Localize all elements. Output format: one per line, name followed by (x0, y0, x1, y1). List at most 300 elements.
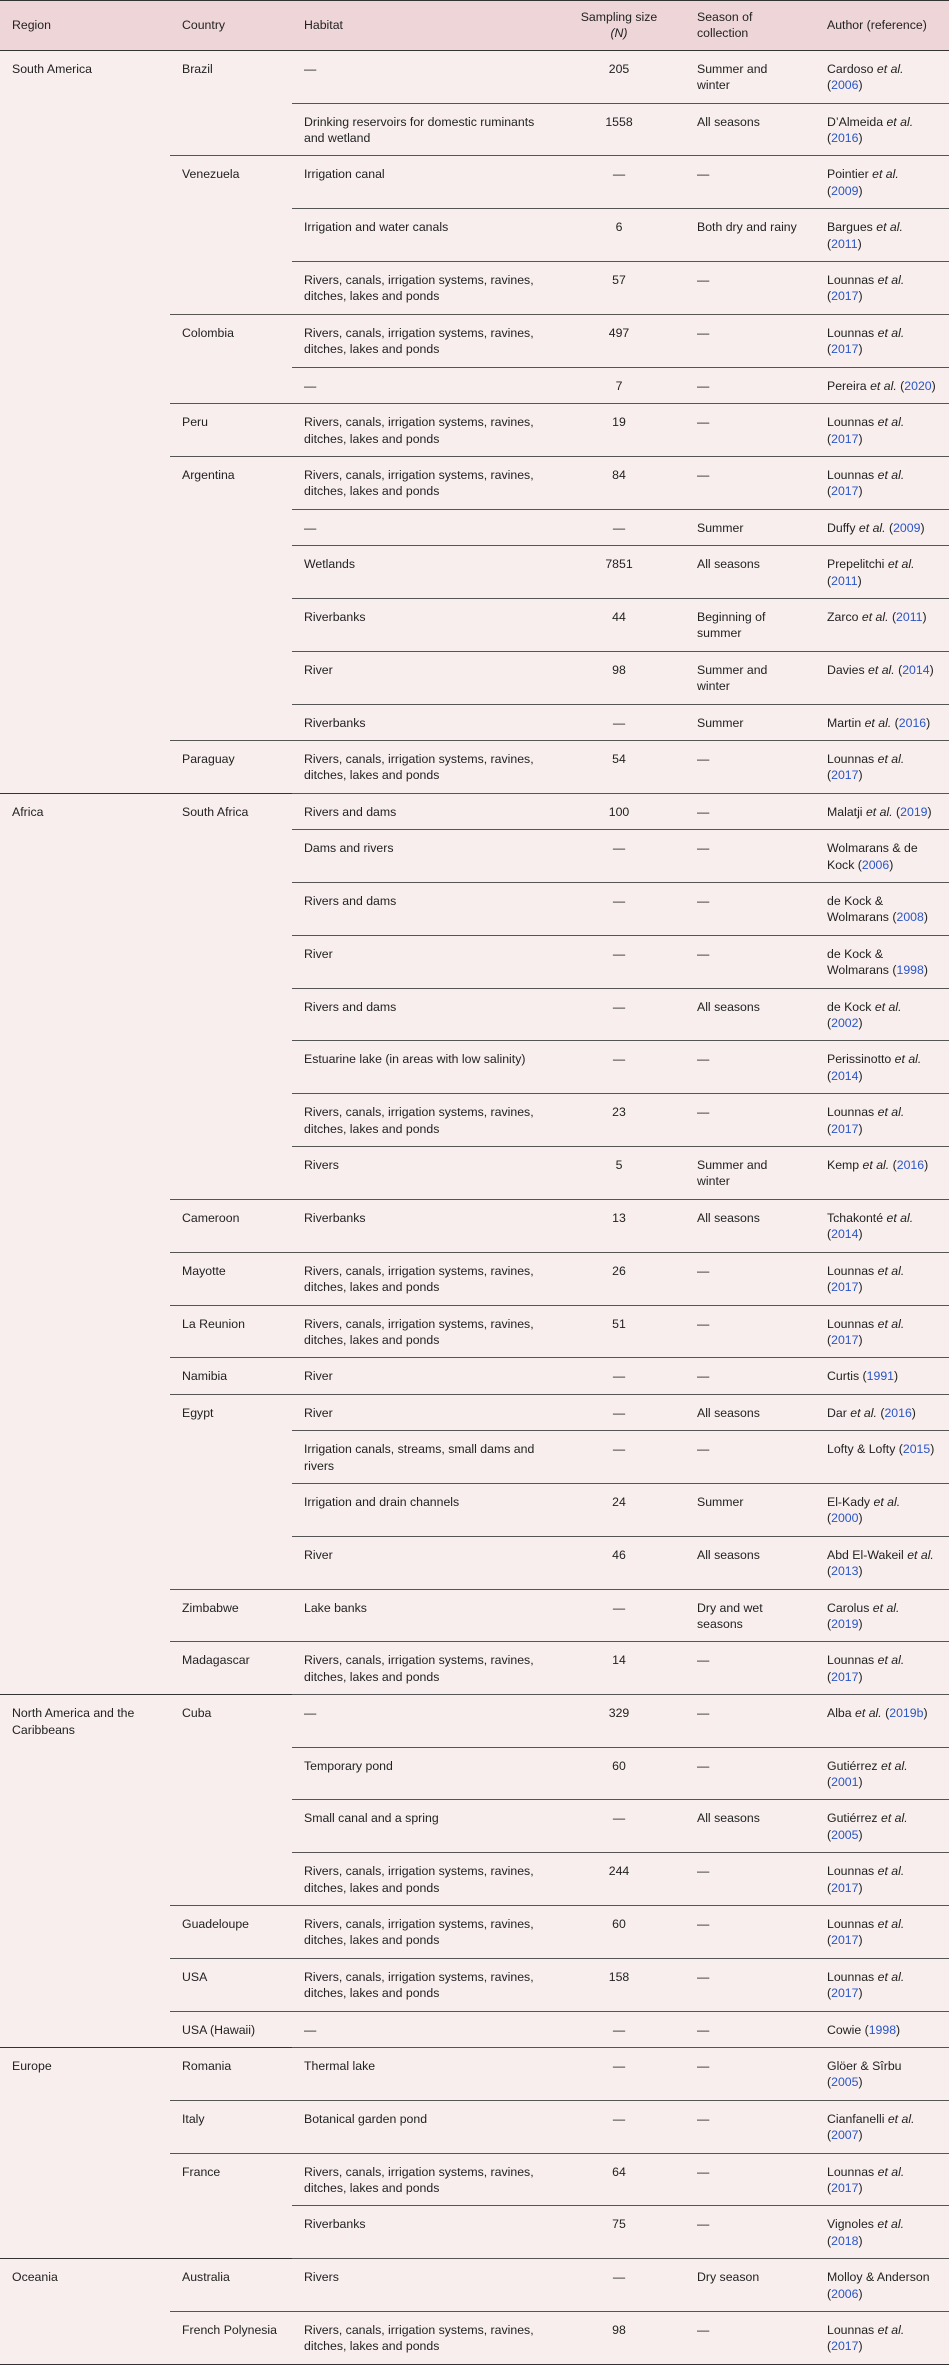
reference-year-link[interactable]: 2011 (831, 573, 858, 588)
region-cell (0, 1358, 170, 1394)
table-row (0, 1041, 949, 1094)
table-row (0, 1695, 949, 1747)
country-cell (170, 598, 292, 651)
habitat-cell: Lake banks (292, 1589, 553, 1642)
habitat-cell: Rivers, canals, irrigation systems, ravines, ditches, lakes and ponds (292, 740, 553, 793)
region-cell: Europe (0, 2047, 170, 2100)
reference-year-link[interactable]: 1991 (866, 1369, 894, 1384)
table-row (0, 2153, 949, 2206)
country-cell (170, 704, 292, 740)
country-cell: Madagascar (170, 1642, 292, 1695)
habitat-cell: Small canal and a spring (292, 1800, 553, 1853)
country-cell: South Africa (170, 793, 292, 829)
author-reference-cell: D’Almeida et al. (2016) (815, 103, 949, 156)
region-cell: Oceania (0, 2259, 170, 2312)
author-reference-cell: Cianfanelli et al. (2007) (815, 2100, 949, 2153)
table-row (0, 2047, 949, 2100)
author-name: Lofty & Lofty (827, 1442, 896, 1457)
author-reference-cell: de Kock & Wolmarans (1998) (815, 935, 949, 988)
header-sampling-line1: Sampling size (580, 10, 658, 24)
header-season-line2: collection (697, 26, 749, 41)
table-row (0, 830, 949, 883)
et-al: et al. (868, 662, 895, 677)
reference-year-link[interactable]: 2011 (831, 236, 858, 251)
table-row (0, 2100, 949, 2153)
table-row (0, 1483, 949, 1536)
habitat-cell: Rivers, canals, irrigation systems, ravines, ditches, lakes and ponds (292, 1252, 553, 1305)
reference-year-link[interactable]: 2018 (831, 2233, 859, 2248)
reference-year-link[interactable]: 2001 (831, 1774, 859, 1789)
et-al: et al. (877, 1316, 905, 1331)
sampling-size-cell: 26 (553, 1252, 685, 1305)
sampling-size-cell: 60 (553, 1747, 685, 1800)
author-name: Abd El-Wakeil (827, 1547, 904, 1562)
habitat-cell: Rivers (292, 1147, 553, 1200)
reference-year-link[interactable]: 2019b (889, 1706, 924, 1721)
country-cell (170, 1041, 292, 1094)
season-cell: — (685, 314, 815, 367)
author-reference-cell: Lounnas et al. (2017) (815, 1958, 949, 2011)
country-cell: French Polynesia (170, 2312, 292, 2365)
table-row (0, 1431, 949, 1484)
reference-year-link[interactable]: 2017 (831, 1280, 859, 1295)
table-body (0, 50, 949, 2364)
table-row (0, 2259, 949, 2312)
author-name: Gutiérrez (827, 1758, 878, 1773)
reference-year-link[interactable]: 2008 (896, 910, 924, 925)
habitat-cell: Rivers, canals, irrigation systems, ravines, ditches, lakes and ponds (292, 2153, 553, 2206)
sampling-size-cell: — (553, 1394, 685, 1430)
region-cell (0, 1483, 170, 1536)
author-name: Davies (827, 662, 865, 677)
country-cell (170, 935, 292, 988)
et-al: et al. (877, 1263, 905, 1278)
et-al: et al. (894, 1052, 922, 1067)
author-name: Lounnas (827, 415, 875, 430)
region-cell (0, 1905, 170, 1958)
et-al: et al. (855, 1706, 882, 1721)
reference-year-link[interactable]: 2017 (831, 2339, 859, 2354)
author-reference-cell: Molloy & Anderson (2006) (815, 2259, 949, 2312)
table-row (0, 546, 949, 599)
country-cell (170, 209, 292, 262)
reference-year-link[interactable]: 2014 (902, 662, 930, 677)
reference-year-link[interactable]: 2017 (831, 289, 859, 304)
sampling-size-cell: 75 (553, 2206, 685, 2259)
author-name: Lounnas (827, 1916, 875, 1931)
sampling-size-cell: 51 (553, 1305, 685, 1358)
author-reference-cell: de Kock et al. (2002) (815, 988, 949, 1041)
habitat-cell: Thermal lake (292, 2047, 553, 2100)
habitat-cell: — (292, 2011, 553, 2047)
region-cell (0, 156, 170, 209)
author-reference-cell: Lounnas et al. (2017) (815, 314, 949, 367)
habitat-cell: Irrigation and water canals (292, 209, 553, 262)
season-cell: — (685, 1905, 815, 1958)
region-cell (0, 598, 170, 651)
author-name: El-Kady (827, 1494, 871, 1509)
header-sampling-size (553, 1, 685, 51)
author-name: Malatji (827, 804, 863, 819)
season-cell: — (685, 2047, 815, 2100)
habitat-cell: Rivers, canals, irrigation systems, ravines, ditches, lakes and ponds (292, 262, 553, 315)
et-al: et al. (877, 2217, 905, 2232)
country-cell (170, 546, 292, 599)
sampling-size-cell: — (553, 2047, 685, 2100)
reference-year-link[interactable]: 2005 (831, 1827, 859, 1842)
country-cell (170, 2206, 292, 2259)
author-reference-cell: Gutiérrez et al. (2005) (815, 1800, 949, 1853)
table-row (0, 50, 949, 103)
reference-year-link[interactable]: 2017 (831, 484, 859, 499)
author-reference-cell: Abd El-Wakeil et al. (2013) (815, 1536, 949, 1589)
reference-year-link[interactable]: 2016 (831, 131, 859, 146)
reference-year-link[interactable]: 2006 (831, 2286, 859, 2301)
season-cell: Summer and winter (685, 651, 815, 704)
et-al: et al. (877, 1653, 905, 1668)
habitat-cell: Rivers, canals, irrigation systems, ravines, ditches, lakes and ponds (292, 1305, 553, 1358)
sampling-size-cell: — (553, 1041, 685, 1094)
reference-year-link[interactable]: 2016 (898, 715, 927, 730)
table-row (0, 1358, 949, 1394)
reference-year-link[interactable]: 2015 (902, 1442, 931, 1457)
sampling-size-cell: — (553, 2100, 685, 2153)
author-reference-cell: Lounnas et al. (2017) (815, 740, 949, 793)
reference-year-link[interactable]: 2013 (831, 1564, 859, 1579)
table-row (0, 156, 949, 209)
sampling-size-cell: — (553, 1358, 685, 1394)
reference-year-link[interactable]: 2016 (884, 1405, 912, 1420)
sampling-size-cell: 7 (553, 367, 685, 403)
author-name: Cowie (827, 2022, 862, 2037)
author-name: Molloy & Anderson (827, 2270, 930, 2285)
sampling-size-cell: — (553, 2011, 685, 2047)
habitat-cell: Irrigation canal (292, 156, 553, 209)
reference-year-link[interactable]: 2014 (831, 1068, 859, 1083)
season-cell: All seasons (685, 1199, 815, 1252)
reference-year-link[interactable]: 1998 (868, 2022, 897, 2037)
country-cell: France (170, 2153, 292, 2206)
habitat-cell: Rivers, canals, irrigation systems, ravines, ditches, lakes and ponds (292, 2312, 553, 2365)
table-row (0, 1147, 949, 1200)
region-cell: North America and the Caribbeans (0, 1695, 170, 1747)
country-cell: USA (Hawaii) (170, 2011, 292, 2047)
season-cell: Summer (685, 1483, 815, 1536)
region-cell (0, 1147, 170, 1200)
region-cell (0, 1958, 170, 2011)
author-reference-cell: Lofty & Lofty (2015) (815, 1431, 949, 1484)
author-reference-cell: Dar et al. (2016) (815, 1394, 949, 1430)
et-al: et al. (877, 1969, 905, 1984)
table-row (0, 598, 949, 651)
country-cell: Australia (170, 2259, 292, 2312)
season-cell: — (685, 1358, 815, 1394)
author-name: Vignoles (827, 2217, 874, 2232)
reference-year-link[interactable]: 2019 (900, 804, 928, 819)
reference-year-link[interactable]: 2005 (831, 2075, 859, 2090)
habitat-cell: Rivers, canals, irrigation systems, ravines, ditches, lakes and ponds (292, 1853, 553, 1906)
habitat-cell: Wetlands (292, 546, 553, 599)
sampling-size-cell: 100 (553, 793, 685, 829)
sampling-size-cell: 205 (553, 50, 685, 103)
habitat-cell: Rivers and dams (292, 988, 553, 1041)
reference-year-link[interactable]: 2017 (831, 1880, 859, 1895)
region-cell (0, 2100, 170, 2153)
country-cell (170, 830, 292, 883)
author-name: Curtis (827, 1369, 860, 1384)
reference-year-link[interactable]: 1998 (896, 963, 924, 978)
et-al: et al. (887, 557, 915, 572)
table-row (0, 651, 949, 704)
table-row (0, 2312, 949, 2365)
author-name: Lounnas (827, 467, 875, 482)
et-al: et al. (877, 1916, 905, 1931)
et-al: et al. (858, 520, 886, 535)
table-row (0, 1199, 949, 1252)
reference-year-link[interactable]: 2000 (831, 1511, 859, 1526)
reference-year-link[interactable]: 2020 (904, 378, 932, 393)
sampling-size-cell: 497 (553, 314, 685, 367)
author-name: Pereira (827, 378, 867, 393)
table-row (0, 2206, 949, 2259)
habitat-cell: Rivers, canals, irrigation systems, ravines, ditches, lakes and ponds (292, 314, 553, 367)
et-al: et al. (850, 1405, 877, 1420)
region-cell (0, 935, 170, 988)
reference-year-link[interactable]: 2017 (831, 2181, 859, 2195)
season-cell: Summer (685, 509, 815, 545)
author-name: Lounnas (827, 1316, 875, 1331)
et-al: et al. (877, 2164, 905, 2179)
season-cell: All seasons (685, 988, 815, 1041)
sampling-size-cell: — (553, 509, 685, 545)
author-reference-cell: Alba et al. (2019b) (815, 1695, 949, 1747)
region-cell (0, 1199, 170, 1252)
region-cell (0, 1305, 170, 1358)
sampling-size-cell: — (553, 883, 685, 936)
sampling-size-cell: 14 (553, 1642, 685, 1695)
sampling-size-cell: 23 (553, 1094, 685, 1147)
table-row (0, 509, 949, 545)
reference-year-link[interactable]: 2002 (831, 1016, 859, 1031)
author-reference-cell: Tchakonté et al. (2014) (815, 1199, 949, 1252)
author-name: Cianfanelli (827, 2111, 885, 2126)
header-author: Author (reference) (815, 1, 949, 51)
author-reference-cell: Lounnas et al. (2017) (815, 262, 949, 315)
table-row (0, 1536, 949, 1589)
author-name: Lounnas (827, 1864, 875, 1879)
region-cell (0, 1536, 170, 1589)
reference-year-link[interactable]: 2017 (831, 1986, 859, 2001)
habitat-cell: Drinking reservoirs for domestic ruminants and wetland (292, 103, 553, 156)
table-row (0, 456, 949, 509)
author-name: Lounnas (827, 273, 875, 288)
country-cell (170, 1536, 292, 1589)
reference-year-link[interactable]: 2009 (893, 520, 921, 535)
habitat-cell: Rivers, canals, irrigation systems, ravines, ditches, lakes and ponds (292, 1094, 553, 1147)
author-name: Dar (827, 1405, 847, 1420)
reference-year-link[interactable]: 2017 (831, 1669, 859, 1684)
author-name: Zarco (827, 609, 859, 624)
region-cell (0, 209, 170, 262)
author-name: Lounnas (827, 2164, 875, 2179)
season-cell: — (685, 404, 815, 457)
sampling-size-cell: 60 (553, 1905, 685, 1958)
header-country: Country (170, 1, 292, 51)
author-name: Lounnas (827, 1105, 875, 1120)
et-al: et al. (881, 1811, 908, 1826)
habitat-cell: Rivers, canals, irrigation systems, ravines, ditches, lakes and ponds (292, 404, 553, 457)
country-cell: Brazil (182, 61, 213, 76)
season-cell: — (685, 262, 815, 315)
sampling-size-cell: 84 (553, 456, 685, 509)
table-row (0, 2011, 949, 2047)
season-cell: — (685, 1958, 815, 2011)
table-row (0, 1642, 949, 1695)
et-al: et al. (877, 467, 905, 482)
season-cell: Summer and winter (685, 50, 815, 103)
country-cell (170, 1853, 292, 1906)
country-cell (170, 651, 292, 704)
habitat-cell: — (292, 509, 553, 545)
reference-year-link[interactable]: 2017 (831, 1121, 859, 1136)
author-name: Glöer & Sîrbu (827, 2058, 902, 2073)
author-reference-cell: Lounnas et al. (2017) (815, 456, 949, 509)
reference-year-link[interactable]: 2009 (831, 183, 859, 198)
reference-year-link[interactable]: 2014 (831, 1227, 859, 1242)
region-cell (0, 1642, 170, 1695)
table-row (0, 404, 949, 457)
author-name: de Kock & Wolmarans (827, 894, 889, 925)
table-row (0, 1394, 949, 1430)
table-row (0, 1905, 949, 1958)
et-al: et al. (887, 2111, 915, 2126)
reference-year-link[interactable]: 2011 (896, 609, 923, 624)
season-cell: — (685, 1305, 815, 1358)
country-cell: Italy (170, 2100, 292, 2153)
et-al: et al. (877, 2323, 905, 2338)
author-name: Carolus (827, 1600, 870, 1615)
habitat-cell: Rivers, canals, irrigation systems, ravines, ditches, lakes and ponds (292, 456, 553, 509)
sampling-size-cell: 13 (553, 1199, 685, 1252)
author-reference-cell: Wolmarans & de Kock (2006) (815, 830, 949, 883)
season-cell: — (685, 2100, 815, 2153)
author-reference-cell: Curtis (1991) (815, 1358, 949, 1394)
country-cell: Romania (170, 2047, 292, 2100)
sampling-size-cell: 7851 (553, 546, 685, 599)
author-reference-cell: Lounnas et al. (2017) (815, 1905, 949, 1958)
region-cell (0, 1431, 170, 1484)
season-cell: — (685, 2153, 815, 2206)
region-cell (0, 1747, 170, 1800)
season-cell: All seasons (685, 546, 815, 599)
habitat-cell: — (292, 367, 553, 403)
country-cell (170, 1147, 292, 1200)
sampling-size-cell: — (553, 1589, 685, 1642)
header-region: Region (0, 1, 170, 51)
reference-year-link[interactable]: 2017 (831, 342, 859, 357)
country-cell: Venezuela (170, 156, 292, 209)
habitat-cell: Botanical garden pond (292, 2100, 553, 2153)
reference-year-link[interactable]: 2017 (831, 431, 859, 446)
author-name: Tchakonté (827, 1210, 884, 1225)
reference-year-link[interactable]: 2006 (831, 78, 859, 93)
author-name: Lounnas (827, 2323, 875, 2338)
region-cell (0, 546, 170, 599)
region-cell (0, 404, 170, 457)
reference-year-link[interactable]: 2017 (831, 1332, 859, 1347)
reference-year-link[interactable]: 2007 (831, 2128, 859, 2143)
et-al: et al. (865, 804, 893, 819)
habitat-cell: Riverbanks (292, 704, 553, 740)
country-cell: Egypt (170, 1394, 292, 1430)
region-cell (0, 314, 170, 367)
author-reference-cell: Lounnas et al. (2017) (815, 2312, 949, 2365)
author-reference-cell: Pereira et al. (2020) (815, 367, 949, 403)
reference-year-link[interactable]: 2017 (831, 768, 859, 783)
table-header (0, 1, 949, 51)
habitat-cell: Dams and rivers (292, 830, 553, 883)
season-cell: — (685, 456, 815, 509)
region-cell (0, 2206, 170, 2259)
table-row (0, 103, 949, 156)
sampling-size-cell: 98 (553, 2312, 685, 2365)
header-season (685, 1, 815, 51)
habitat-cell: Riverbanks (292, 598, 553, 651)
season-cell: — (685, 1431, 815, 1484)
habitat-cell: River (292, 1536, 553, 1589)
sampling-size-cell: — (553, 2259, 685, 2312)
country-cell (170, 988, 292, 1041)
sampling-size-cell: 46 (553, 1536, 685, 1589)
sampling-size-cell: — (553, 1800, 685, 1853)
author-reference-cell: Gutiérrez et al. (2001) (815, 1747, 949, 1800)
reference-year-link[interactable]: 2017 (831, 1933, 859, 1948)
region-cell (0, 1094, 170, 1147)
author-name: Cardoso (827, 61, 874, 76)
season-cell: — (685, 740, 815, 793)
et-al: et al. (861, 609, 889, 624)
season-cell: Summer and winter (685, 1147, 815, 1200)
country-cell (170, 103, 292, 156)
author-name: Perissinotto (827, 1052, 892, 1067)
region-cell (0, 2312, 170, 2365)
reference-year-link[interactable]: 2016 (896, 1158, 925, 1173)
sampling-size-cell: 244 (553, 1853, 685, 1906)
reference-year-link[interactable]: 2006 (861, 857, 890, 872)
reference-year-link[interactable]: 2019 (831, 1616, 859, 1631)
author-reference-cell: Zarco et al. (2011) (815, 598, 949, 651)
author-name: Wolmarans & de Kock (827, 841, 918, 872)
region-cell (0, 103, 170, 156)
season-cell: — (685, 1094, 815, 1147)
author-reference-cell: Vignoles et al. (2018) (815, 2206, 949, 2259)
table-row (0, 883, 949, 936)
author-name: Duffy (827, 520, 856, 535)
country-cell: Paraguay (170, 740, 292, 793)
author-name: Gutiérrez (827, 1811, 878, 1826)
sampling-size-cell: 158 (553, 1958, 685, 2011)
author-reference-cell: Pointier et al. (2009) (815, 156, 949, 209)
region-cell (0, 830, 170, 883)
country-cell (170, 367, 292, 403)
table-row (0, 1747, 949, 1800)
season-cell: — (685, 1695, 815, 1747)
et-al: et al. (872, 1600, 900, 1615)
season-cell: — (685, 1747, 815, 1800)
season-cell: — (685, 883, 815, 936)
author-name: Lounnas (827, 325, 875, 340)
country-cell (170, 1483, 292, 1536)
